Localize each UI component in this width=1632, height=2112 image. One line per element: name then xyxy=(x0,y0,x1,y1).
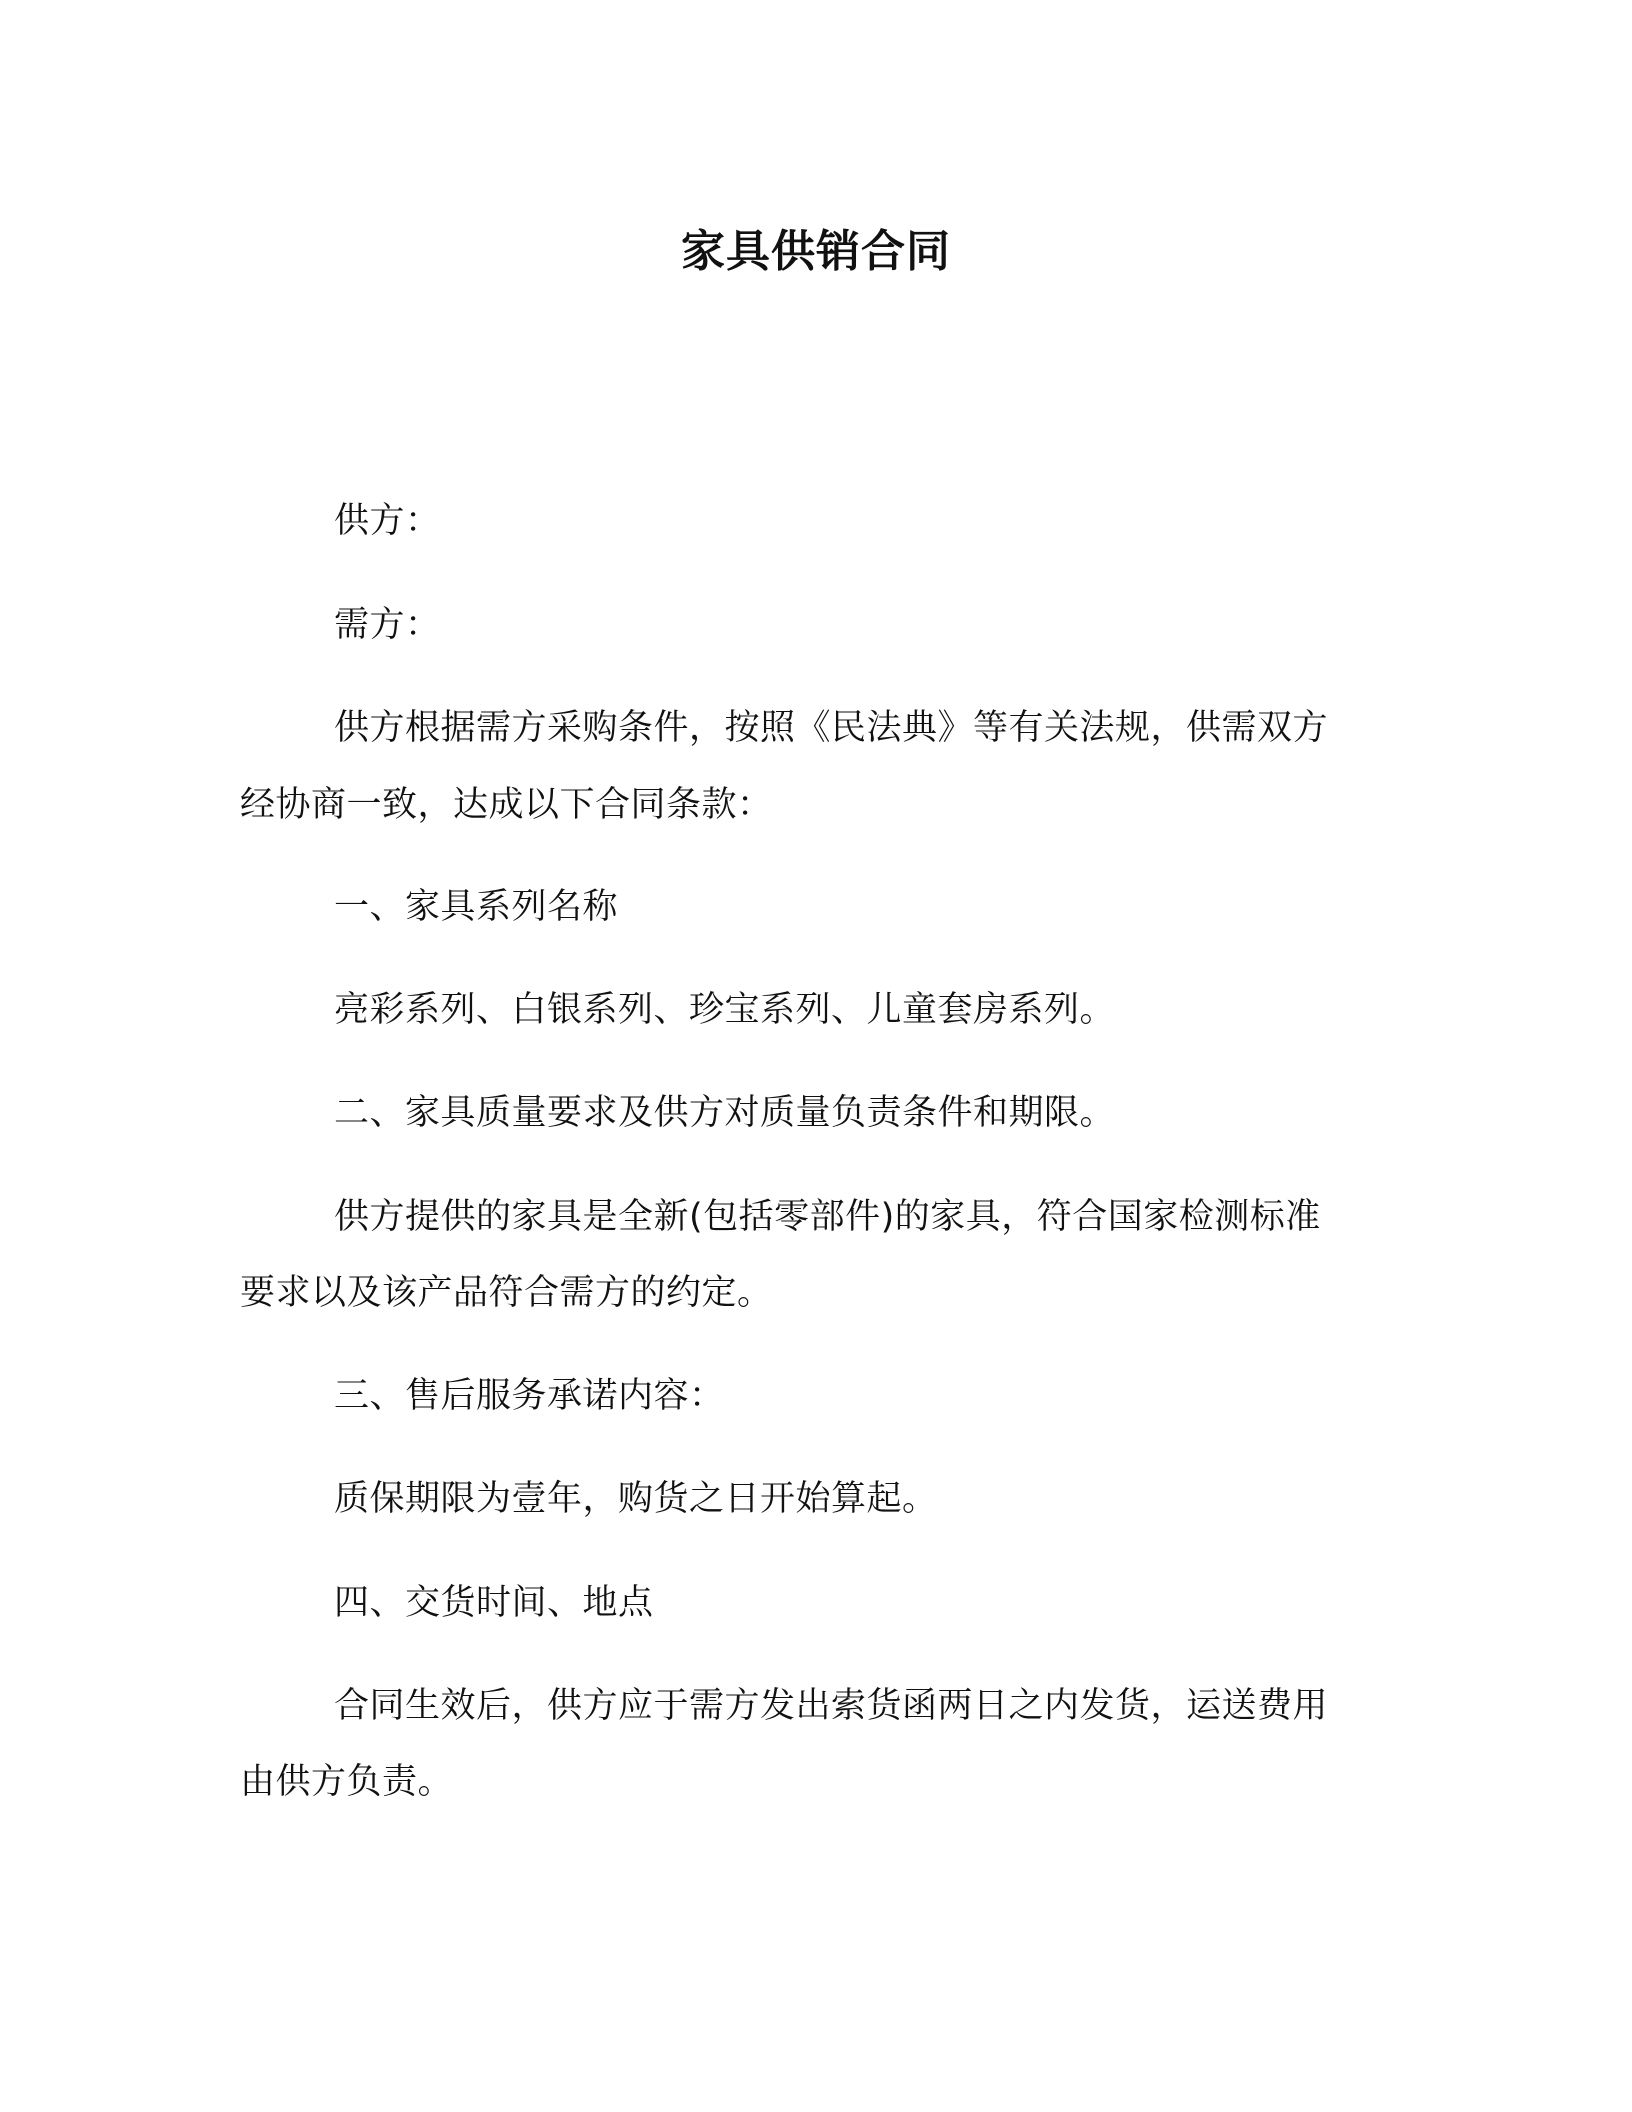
supplier-line: 供方： xyxy=(334,501,441,541)
section-3-heading: 三、售后服务承诺内容： xyxy=(334,1376,725,1416)
section-1-heading: 一、家具系列名称 xyxy=(334,887,619,927)
section-4-heading: 四、交货时间、地点 xyxy=(334,1583,654,1623)
section-2-body-line-1: 供方提供的家具是全新(包括零部件)的家具，符合国家检测标准 xyxy=(334,1197,1321,1237)
buyer-line: 需方： xyxy=(334,605,441,645)
section-2-heading: 二、家具质量要求及供方对质量负责条件和期限。 xyxy=(334,1093,1116,1133)
preamble-line-1: 供方根据需方采购条件，按照《民法典》等有关法规，供需双方 xyxy=(334,708,1329,748)
preamble-line-2: 经协商一致，达成以下合同条款： xyxy=(240,785,773,825)
section-3-body: 质保期限为壹年，购货之日开始算起。 xyxy=(334,1479,938,1519)
section-4-body-line-2: 由供方负责。 xyxy=(240,1762,454,1802)
section-1-body: 亮彩系列、白银系列、珍宝系列、儿童套房系列。 xyxy=(334,990,1116,1030)
document-title: 家具供销合同 xyxy=(681,226,951,277)
section-4-body-line-1: 合同生效后，供方应于需方发出索货函两日之内发货，运送费用 xyxy=(334,1686,1329,1726)
section-2-body-line-2: 要求以及该产品符合需方的约定。 xyxy=(240,1273,773,1313)
